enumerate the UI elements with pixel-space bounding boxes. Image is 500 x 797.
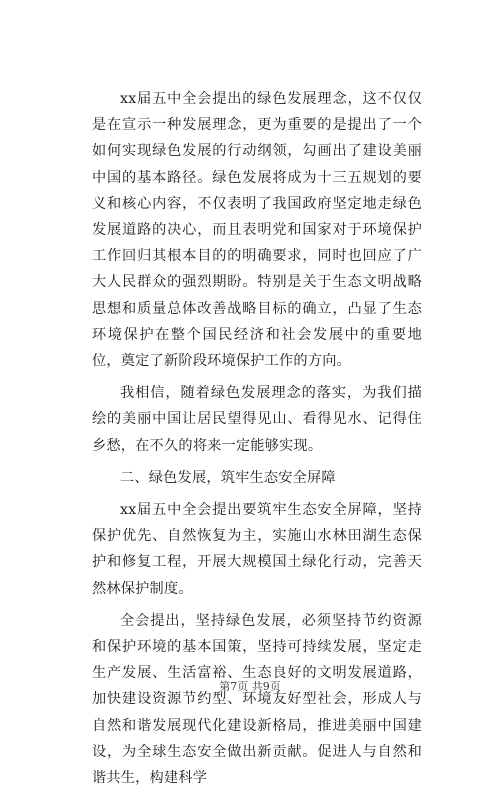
paragraph-plenary-proposal: 全会提出，坚持绿色发展，必须坚持节约资源和保护环境的基本国策，坚持可持续发展，坚定走生产发展、生活富裕、生态良好的文明发展道路，加快建设资源节约型、环境友好型社会，形成人与自然和谐发展现代化建设新格局，推进美丽中国建设，为全球生态安全做出新贡献。促进人与自然和谐共生，构建科学 bbox=[92, 612, 422, 787]
paragraph-beautiful-china: 我相信，随着绿色发展理念的落实，为我们描绘的美丽中国让居民望得见山、看得见水、记得住乡愁，在不久的将来一定能够实现。 bbox=[92, 385, 422, 454]
paragraph-ecological-barrier: xx届五中全会提出要筑牢生态安全屏障，坚持保护优先、自然恢复为主，实施山水林田湖生态保护和修复工程，开展大规模国土绿化行动，完善天然林保护制度。 bbox=[92, 502, 422, 597]
paragraph-green-development-concept: xx届五中全会提出的绿色发展理念，这不仅仅是在宣示一种发展理念，更为重要的是提出了一个如何实现绿色发展的行动纲领，勾画出了建设美丽中国的基本路径。绿色发展将成为十三五规划的要义和核心内容，不仅表明了我国政府坚定地走绿色发展道路的决心，而且表明党和国家对于环境保护工作回归其根本目的的明确要求，同时也回应了广大人民群众的强烈期盼。特别是关于生态文明战略思想和质量总体改善战略目标的确立，凸显了生态环境保护在整个国民经济和社会发展中的重要地位，奠定了新阶段环境保护工作的方向。 bbox=[92, 91, 422, 370]
page-number-footer: 第7页 共9页 bbox=[219, 680, 281, 693]
section-heading: 二、绿色发展，筑牢生态安全屏障 bbox=[120, 469, 336, 486]
